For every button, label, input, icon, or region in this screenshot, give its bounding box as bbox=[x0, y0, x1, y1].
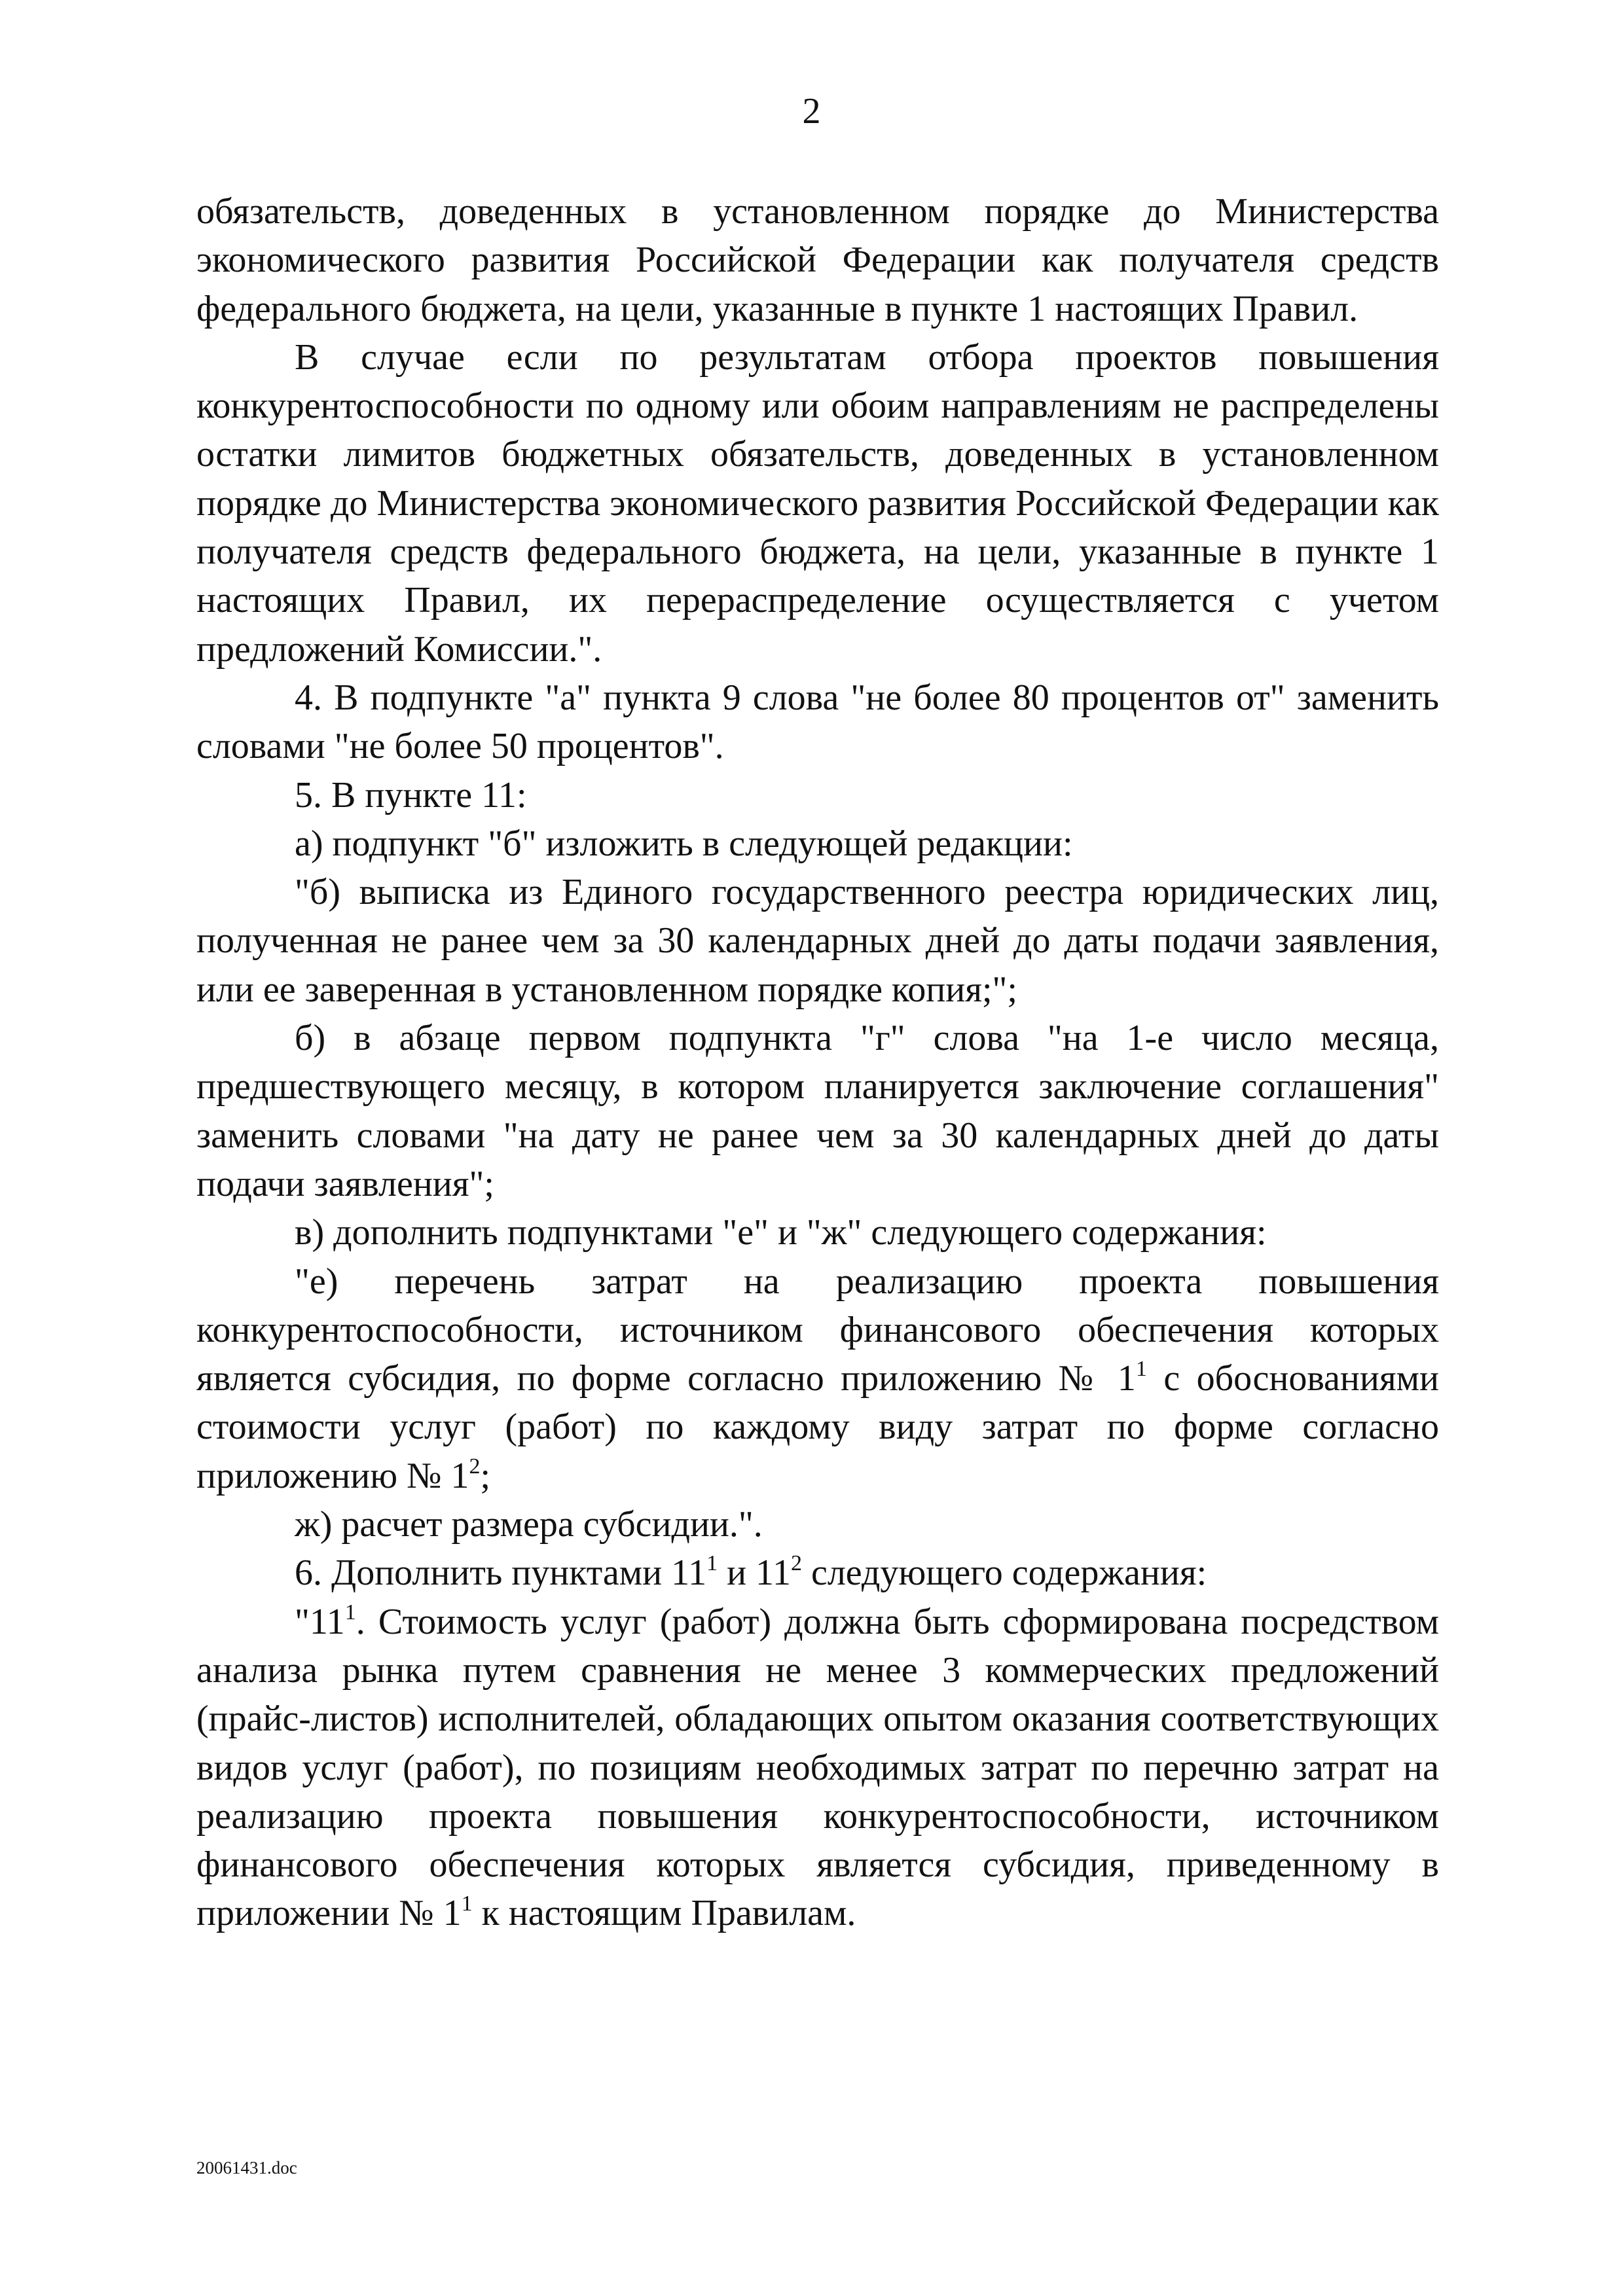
paragraph-text: с обоснованиями стоимости услуг (работ) по каждому виду затрат по форме согласно приложению № 1 bbox=[196, 1358, 1439, 1496]
paragraph-text: а) подпункт "б" изложить в следующей редакции: bbox=[295, 823, 1073, 864]
paragraph-text: к настоящим Правилам. bbox=[472, 1893, 856, 1934]
paragraph-text: ж) расчет размера субсидии.". bbox=[295, 1504, 763, 1545]
paragraph bbox=[196, 1598, 1439, 1938]
page-number: 2 bbox=[802, 91, 821, 132]
paragraph-text: В случае если по результатам отбора проектов повышения конкурентоспособности по одному или обоим направлениям не распределены остатки лимитов бюджетных обязательств, доведенных в установленном порядке до Министерства экономического развития Российской Федерации как получателя средств федерального бюджета, на цели, указанные в пункте 1 настоящих Правил, их перераспределение осуществляется с учетом предложений Комиссии.". bbox=[196, 336, 1439, 670]
paragraph-text: б) в абзаце первом подпункта "г" слова "на 1-е число месяца, предшествующего месяцу, в котором планируется заключение соглашения" заменить словами "на дату не ранее чем за 30 календарных дней до даты подачи заявления"; bbox=[196, 1018, 1439, 1204]
paragraph-text: 6. Дополнить пунктами 11 bbox=[295, 1552, 707, 1594]
paragraph-text: 5. В пункте 11: bbox=[295, 774, 527, 816]
document-body bbox=[196, 187, 1439, 1938]
superscript: 1 bbox=[344, 1600, 356, 1624]
paragraph-text: . Стоимость услуг (работ) должна быть сформирована посредством анализа рынка путем сравнения не менее 3 коммерческих предложений (прайс-листов) исполнителей, обладающих опытом оказания соответствующих видов услуг (работ), по позициям необходимых затрат по перечню затрат на реализацию проекта повышения конкурентоспособности, источником финансового обеспечения которых является субсидия, приведенному в приложении № 1 bbox=[196, 1601, 1439, 1934]
superscript: 2 bbox=[469, 1454, 481, 1479]
paragraph bbox=[196, 1257, 1439, 1500]
paragraph-text: "б) выписка из Единого государственного реестра юридических лиц, полученная не ранее чем за 30 календарных дней до даты подачи заявления, или ее заверенная в установленном порядке копия;"; bbox=[196, 872, 1439, 1010]
paragraph bbox=[196, 673, 1439, 771]
paragraph-text: следующего содержания: bbox=[801, 1552, 1207, 1594]
paragraph bbox=[196, 1208, 1439, 1257]
paragraph bbox=[196, 187, 1439, 333]
superscript: 1 bbox=[706, 1551, 718, 1576]
paragraph-text: ; bbox=[480, 1455, 491, 1496]
paragraph bbox=[196, 819, 1439, 868]
paragraph-text: обязательств, доведенных в установленном порядке до Министерства экономического развития Российской Федерации как получателя средств федерального бюджета, на цели, указанные в пункте 1 настоящих Правил. bbox=[196, 191, 1439, 329]
paragraph-text: "е) перечень затрат на реализацию проекта повышения конкурентоспособности, источником финансового обеспечения которых является субсидия, по форме согласно приложению № 1 bbox=[196, 1261, 1439, 1399]
paragraph-text: "11 bbox=[295, 1601, 345, 1642]
paragraph-text: и 11 bbox=[718, 1552, 791, 1594]
superscript: 1 bbox=[1135, 1357, 1147, 1382]
paragraph-text: 4. В подпункте "а" пункта 9 слова "не более 80 процентов от" заменить словами "не более 50 процентов". bbox=[196, 677, 1439, 767]
paragraph bbox=[196, 1549, 1439, 1597]
paragraph-text: в) дополнить подпунктами "е" и "ж" следующего содержания: bbox=[295, 1212, 1267, 1253]
paragraph bbox=[196, 868, 1439, 1014]
paragraph bbox=[196, 333, 1439, 673]
superscript: 2 bbox=[790, 1551, 802, 1576]
superscript: 1 bbox=[461, 1892, 473, 1916]
file-name-footer: 20061431.doc bbox=[196, 2158, 297, 2178]
paragraph bbox=[196, 1500, 1439, 1549]
paragraph bbox=[196, 771, 1439, 819]
paragraph bbox=[196, 1014, 1439, 1208]
